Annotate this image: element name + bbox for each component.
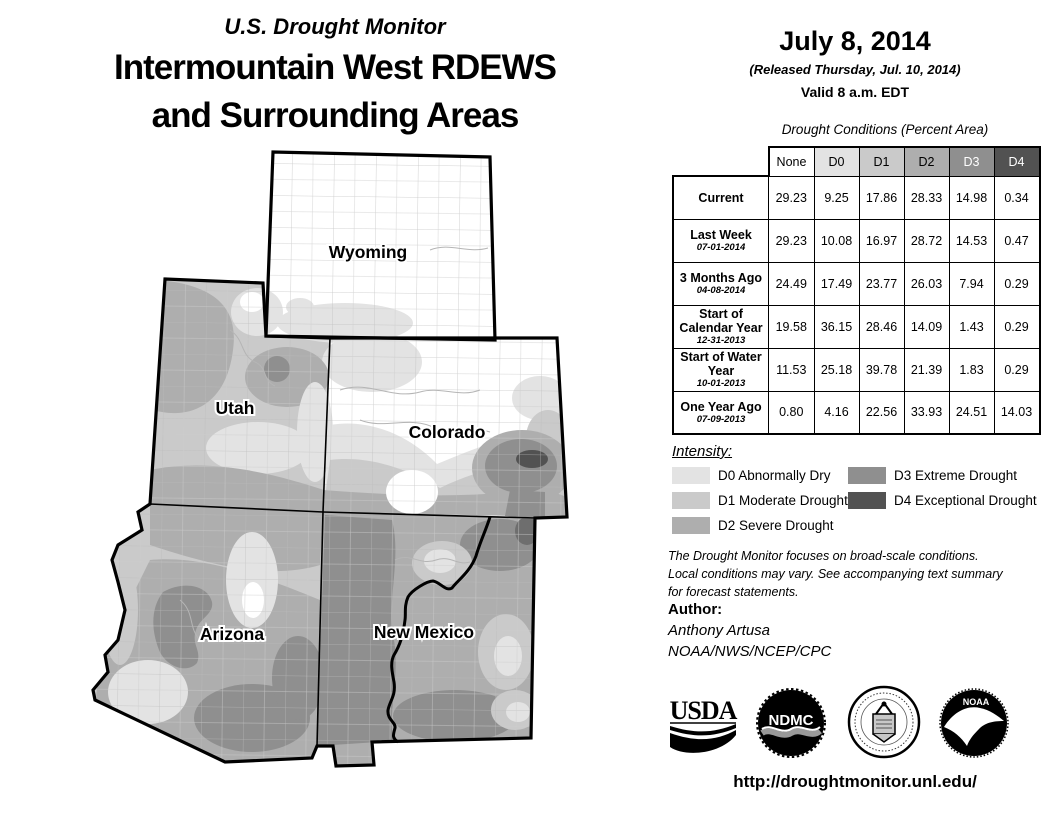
row-date: 07-01-2014 (696, 242, 746, 254)
col-header-d0: D0 (814, 147, 859, 176)
table-row: Start of Water Year 10-01-2013 11.53 25.18 39.78 21.39 1.83 0.29 (673, 348, 1040, 391)
table-row: One Year Ago 07-09-2013 0.80 4.16 22.56 33.93 24.51 14.03 (673, 391, 1040, 434)
disclaimer (668, 547, 1056, 601)
legend-swatch-d1 (672, 492, 710, 509)
usda-logo (668, 697, 738, 759)
svg-text:USDA: USDA (669, 697, 737, 725)
drought-conditions-table (672, 146, 1041, 435)
kicker-title: U.S. Drought Monitor (224, 14, 446, 39)
noaa-logo (938, 687, 1010, 759)
map-date: July 8, 2014 (779, 26, 931, 56)
legend-swatch-d4 (848, 492, 886, 509)
row-label: Current (698, 190, 744, 205)
table-row: Last Week 07-01-2014 29.23 10.08 16.97 28.72 14.53 0.47 (673, 219, 1040, 262)
row-label: One Year Ago (680, 399, 762, 414)
label-arizona: Arizona (199, 624, 265, 644)
doc-seal (846, 684, 922, 760)
col-header-none: None (769, 147, 815, 176)
ndmc-logo (755, 687, 827, 759)
valid-time: Valid 8 a.m. EDT (800, 84, 910, 100)
legend-label: D0 Abnormally Dry (718, 468, 831, 483)
page-title-line1: Intermountain West RDEWS (113, 48, 557, 87)
county-lines (80, 140, 580, 780)
table-row: Current 29.23 9.25 17.86 28.33 14.98 0.34 (673, 176, 1040, 219)
page-title-line2: and Surrounding Areas (151, 96, 519, 135)
svg-text:NDMC: NDMC (768, 712, 814, 729)
legend-swatch-d2 (672, 517, 710, 534)
legend-label: D3 Extreme Drought (894, 468, 1018, 483)
row-date: 10-01-2013 (696, 378, 746, 390)
row-label: Start of Water Year (680, 349, 762, 378)
table-caption: Drought Conditions (Percent Area) (781, 122, 989, 137)
label-colorado: Colorado (408, 422, 486, 442)
svg-text:NOAA: NOAA (962, 697, 990, 707)
col-header-d2: D2 (904, 147, 949, 176)
label-new-mexico: New Mexico (373, 622, 475, 642)
author-name: Anthony Artusa (668, 622, 771, 639)
table-row: 3 Months Ago 04-08-2014 24.49 17.49 23.77 26.03 7.94 0.29 (673, 262, 1040, 305)
legend-swatch-d3 (848, 467, 886, 484)
table-corner-cell (673, 147, 769, 176)
col-header-d3: D3 (949, 147, 994, 176)
legend-label: D2 Severe Drought (718, 518, 834, 533)
release-date: (Released Thursday, Jul. 10, 2014) (749, 62, 961, 77)
legend-swatch-d0 (672, 467, 710, 484)
row-date: 12-31-2013 (696, 335, 746, 347)
col-header-d1: D1 (859, 147, 904, 176)
drought-monitor-url[interactable]: http://droughtmonitor.unl.edu/ (733, 772, 977, 791)
label-wyoming: Wyoming (328, 242, 408, 262)
row-label: 3 Months Ago (679, 270, 763, 285)
table-row: Start of Calendar Year 12-31-2013 19.58 36.15 28.46 14.09 1.43 0.29 (673, 305, 1040, 348)
author-heading: Author: (668, 601, 723, 618)
disclaimer-line: The Drought Monitor focuses on broad-scale conditions. (668, 549, 979, 563)
disclaimer-line: Local conditions may vary. See accompanying text summary (668, 567, 1003, 582)
label-utah: Utah (215, 398, 255, 418)
row-label: Start of Calendar Year (679, 306, 763, 335)
author-org: NOAA/NWS/NCEP/CPC (668, 643, 832, 660)
row-date: 04-08-2014 (696, 285, 746, 297)
disclaimer-line: for forecast statements. (668, 585, 799, 600)
legend-label: D4 Exceptional Drought (894, 493, 1037, 508)
col-header-d4: D4 (994, 147, 1040, 176)
row-label: Last Week (690, 227, 752, 242)
legend-title: Intensity: (672, 443, 733, 460)
row-date: 07-09-2013 (696, 413, 746, 425)
legend-label: D1 Moderate Drought (718, 493, 848, 508)
